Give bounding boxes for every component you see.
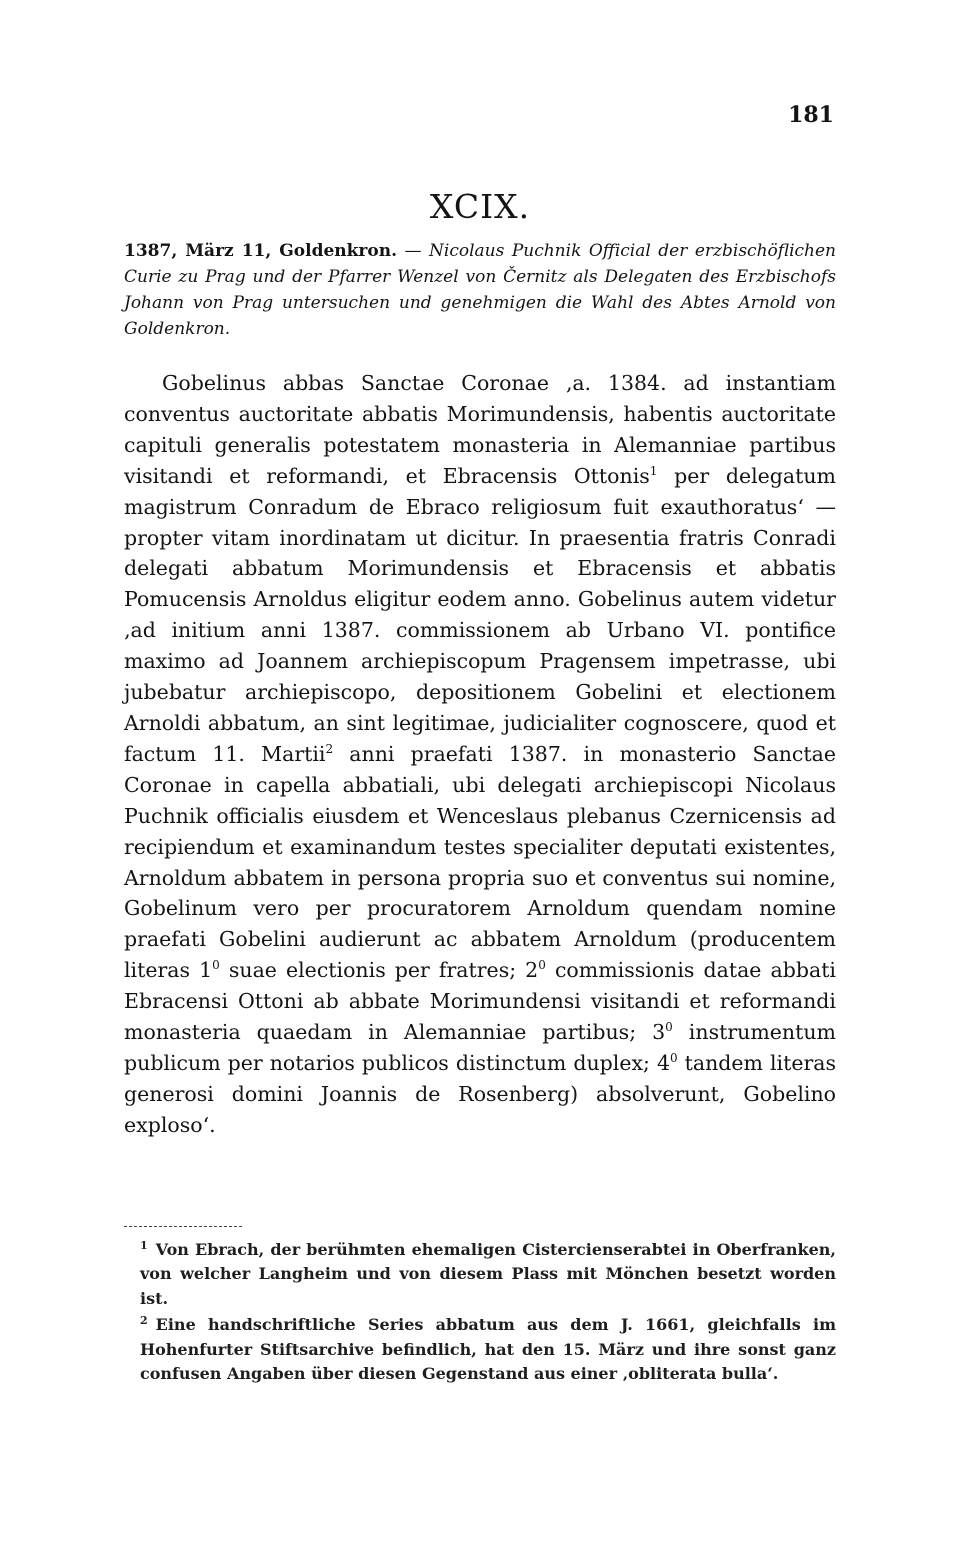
ordinal-mark: 0 bbox=[670, 1051, 678, 1066]
ordinal-mark: 0 bbox=[212, 958, 220, 973]
footnote-1 bbox=[140, 1238, 836, 1311]
text-run: instrumentum publicum per notarios publicos distinctum duplex; 4 bbox=[124, 1020, 836, 1075]
text-run: tandem literas generosi domini Joannis de Rosenberg) absolverunt, Gobelino exploso‘. bbox=[124, 1050, 836, 1137]
main-paragraph bbox=[124, 368, 836, 1141]
page-number: 181 bbox=[788, 102, 834, 128]
document-number: XCIX. bbox=[429, 187, 531, 226]
ordinal-mark: 0 bbox=[665, 1020, 673, 1035]
regest-date: 1387, März 11, Goldenkron. bbox=[124, 241, 398, 261]
regest-text: Nicolaus Puchnik Official der erzbischöflichen Curie zu Prag und der Pfarrer Wenzel von Černitz als Delegaten des Erzbischofs Johann von Prag untersuchen und genehmigen die Wahl des Abtes Arnold von Goldenkron. bbox=[124, 241, 837, 339]
regest-summary bbox=[124, 238, 836, 342]
text-run: commissionis datae abbati Ebracensi Ottoni ab abbate Morimundensi visitandi et reformandi monasteria quaedam in Alemanniae partibus; 3 bbox=[124, 958, 836, 1045]
ordinal-mark: 0 bbox=[538, 958, 546, 973]
footnote-text: Eine handschriftliche Series abbatum aus dem J. 1661, gleichfalls im Hohenfurter Stiftsarchive befindlich, hat den 15. März und ihre sonst ganz confusen Angaben über diesen Gegenstand aus einer ‚obliterata bulla‘. bbox=[140, 1315, 836, 1384]
main-text bbox=[124, 368, 836, 1141]
text-run: Gobelinus abbas Sanctae Coronae ‚a. 1384. ad instantiam conventus auctoritate abbatis Morimundensis, habentis auctoritate capituli generalis potestatem monasteria in Alemanniae partibus visitandi et reformandi, et Ebracensis Ottonis bbox=[124, 371, 836, 488]
regest-dash: — bbox=[397, 241, 430, 261]
footnote-ref-2: 2 bbox=[325, 742, 334, 757]
text-run: per delegatum magistrum Conradum de Ebraco religiosum fuit exauthoratus‘ — propter vitam inordinatam ut dicitur. In praesentia fratris Conradi delegati abbatum Morimundensis et Ebracensis et abbatis Pomucensis Arnoldus eligitur eodem anno. Gobelinus autem videtur ‚ad initium anni 1387. commissionem ab Urbano VI. pontifice maximo ad Joannem archiepiscopum Pragensem impetrasse, ubi jubebatur archiepiscopo, depositionem Gobelini et electionem Arnoldi abbatum, an sint legitimae, judicialiter cognoscere, quod et factum 11. Martii bbox=[124, 463, 836, 766]
text-run: anni praefati 1387. in monasterio Sanctae Coronae in capella abbatiali, ubi delegati archiepiscopi Nicolaus Puchnik officialis eiusdem et Wenceslaus plebanus Czernicensis ad recipiendum et examinandum testes specialiter deputati existentes, Arnoldum abbatem in persona propria suo et conventus sui nomine, Gobelinum vero per procuratorem Arnoldum quendam nomine praefati Gobelini audierunt ac abbatem Arnoldum (producentem literas 1 bbox=[124, 741, 836, 983]
footnotes bbox=[140, 1238, 836, 1388]
text-run: suae electionis per fratres; 2 bbox=[219, 958, 539, 983]
footnote-mark: 2 bbox=[140, 1313, 148, 1327]
footnote-2 bbox=[140, 1313, 836, 1386]
footnote-text: Von Ebrach, der berühmten ehemaligen Cistercienserabtei in Oberfranken, von welcher Langheim und von diesem Plass mit Mönchen besetzt worden ist. bbox=[140, 1240, 836, 1308]
footnote-mark: 1 bbox=[140, 1238, 148, 1252]
footnote-divider bbox=[124, 1226, 242, 1227]
footnote-ref-1: 1 bbox=[649, 463, 658, 478]
